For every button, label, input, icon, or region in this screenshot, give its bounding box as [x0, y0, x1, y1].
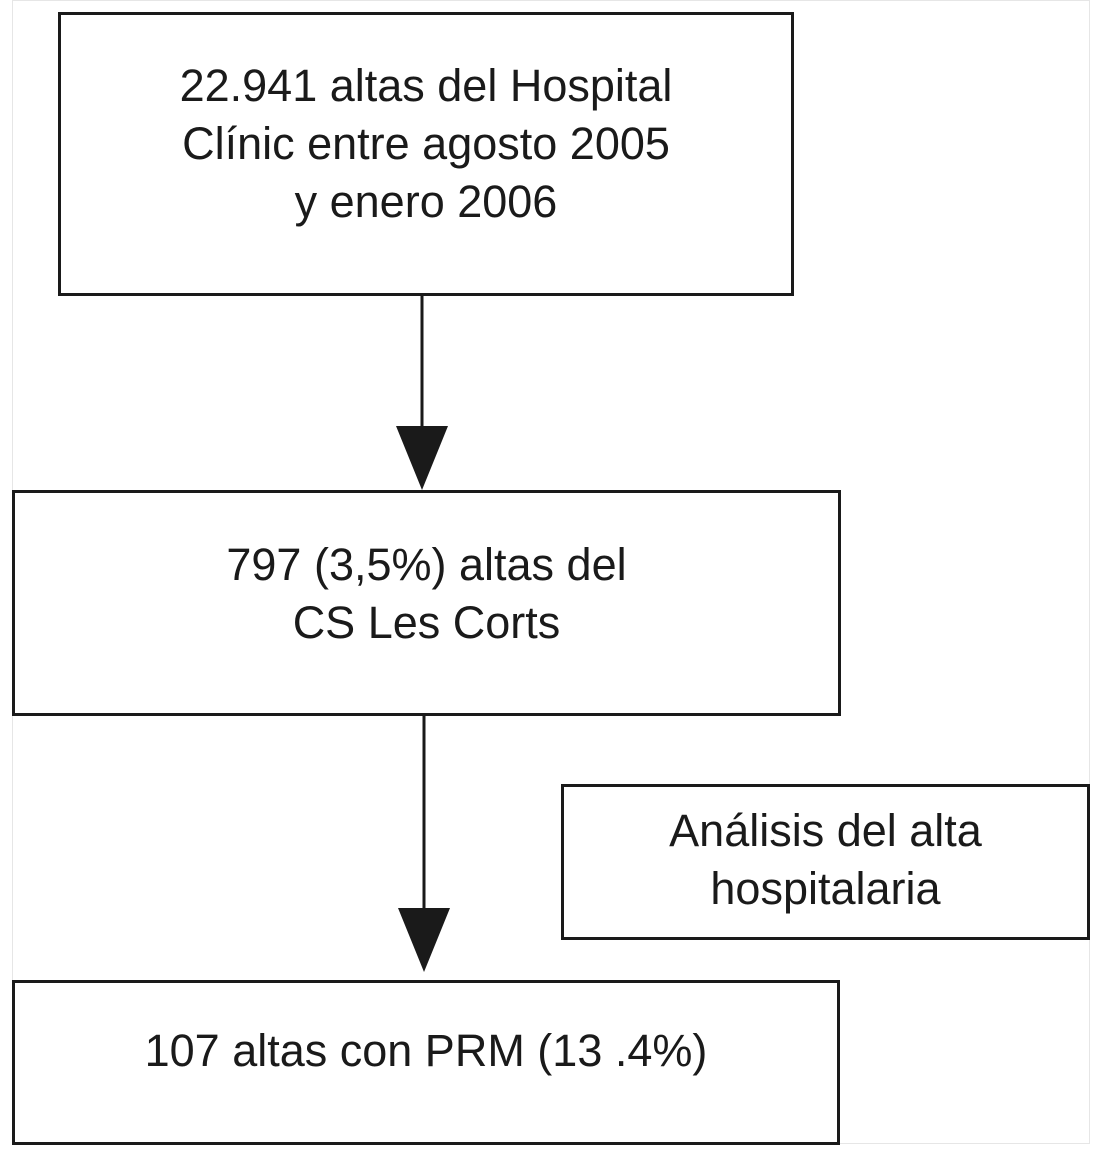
discharge-analysis-text: Análisis del alta hospitalaria — [669, 805, 982, 914]
hospital-discharges-text: 22.941 altas del Hospital Clínic entre agosto 2005 y enero 2006 — [179, 60, 673, 227]
discharge-analysis-box — [561, 784, 1090, 940]
hospital-discharges-box — [58, 12, 794, 296]
health-center-discharges-text: 797 (3,5%) altas del CS Les Corts — [226, 539, 627, 648]
health-center-discharges-box — [12, 490, 841, 716]
prm-discharges-text: 107 altas con PRM (13 .4%) — [144, 1024, 708, 1076]
prm-discharges-box — [12, 980, 840, 1145]
